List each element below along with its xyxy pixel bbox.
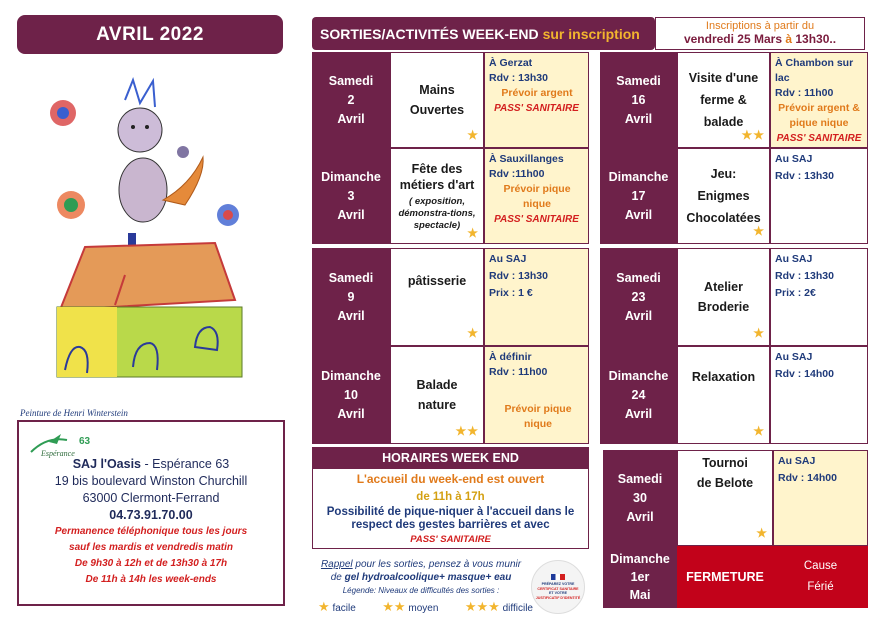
difficulty-stars: ★ — [467, 326, 479, 340]
contact-name: SAJ l'Oasis - Espérance 63 — [72, 457, 230, 471]
info-cell-apr-30: Au SAJ Rdv : 14h00 — [773, 450, 868, 546]
info-cell-apr-3: À Sauxillanges Rdv :11h00 Prévoir pique nique PASS' SANITAIRE — [484, 148, 589, 244]
difficulty-stars: ★★ — [455, 424, 479, 438]
difficulty-stars: ★ — [753, 424, 765, 438]
day-cell-apr-30: Samedi 30 Avril — [603, 450, 677, 546]
difficulty-stars: ★ — [753, 326, 765, 340]
inscriptions-box — [655, 17, 865, 50]
contact-note-2: sauf les mardis et vendredis matin — [69, 542, 233, 553]
activity-cell-mains-ouvertes[interactable]: Mains Ouvertes ★ — [390, 52, 484, 148]
sorties-title: SORTIES/ACTIVITÉS WEEK-END — [320, 25, 539, 42]
info-cell-apr-16: À Chambon sur lac Rdv : 11h00 Prévoir argent & pique nique PASS' SANITAIRE — [770, 52, 868, 148]
day-cell-apr-9: Samedi 9 Avril — [312, 248, 390, 346]
inscriptions-line1: Inscriptions à partir du — [705, 20, 815, 32]
contact-phone[interactable]: 04.73.91.70.00 — [109, 508, 193, 522]
esperance-logo-icon — [27, 430, 97, 458]
day-cell-may-1: Dimanche 1er Mai — [603, 546, 677, 608]
star-icon: ★★★ — [464, 599, 500, 614]
day-cell-apr-17: Dimanche 17 Avril — [600, 148, 677, 244]
contact-note-1: Permanence téléphonique tous les jours — [54, 526, 248, 537]
legend-title: Légende: Niveaux de difficultés des sorties : — [342, 586, 500, 595]
day-cell-apr-16: Samedi 16 Avril — [600, 52, 677, 148]
sorties-title-accent: sur inscription — [542, 25, 640, 42]
contact-address-line2: 63000 Clermont-Ferrand — [82, 491, 220, 505]
inscriptions-date: vendredi 25 Mars à 13h30.. — [683, 32, 837, 46]
activity-cell-patisserie[interactable]: pâtisserie ★ — [390, 248, 484, 346]
sorties-header — [312, 17, 655, 50]
french-flag-icon — [551, 574, 565, 580]
activity-cell-relaxation[interactable]: Relaxation ★ — [677, 346, 770, 444]
closed-reason: Cause Férié — [773, 546, 868, 608]
contact-card — [17, 420, 285, 606]
activity-cell-tournoi-belote[interactable]: Tournoi de Belote ★ — [677, 450, 773, 546]
svg-text:Espérance: Espérance — [41, 449, 75, 458]
activity-cell-balade-nature[interactable]: Balade nature ★★ — [390, 346, 484, 444]
difficulty-stars: ★ — [467, 128, 479, 142]
closed-label: FERMETURE — [677, 546, 773, 608]
difficulty-stars: ★ — [753, 224, 765, 238]
svg-text:63: 63 — [79, 436, 91, 447]
contact-note-4: De 11h à 14h les week-ends — [85, 574, 217, 585]
rappel-note: Rappel pour les sorties, pensez à vous munir de gel hydroalcoolique+ masque+ eau — [320, 559, 522, 583]
info-cell-apr-23: Au SAJ Rdv : 13h30 Prix : 2€ — [770, 248, 868, 346]
activity-cell-enigmes-chocolatees[interactable]: Jeu: Enigmes Chocolatées ★ — [677, 148, 770, 244]
difficulty-stars: ★ — [756, 526, 768, 540]
horaires-title: HORAIRES WEEK END — [312, 447, 589, 468]
day-cell-apr-23: Samedi 23 Avril — [600, 248, 677, 346]
difficulty-stars: ★ — [467, 226, 479, 240]
info-cell-apr-2: À Gerzat Rdv : 13h30 Prévoir argent PASS' SANITAIRE — [484, 52, 589, 148]
day-cell-apr-3: Dimanche 3 Avril — [312, 148, 390, 244]
contact-address-line1: 19 bis boulevard Winston Churchill — [54, 474, 248, 488]
month-title: AVRIL 2022 — [17, 15, 283, 54]
day-cell-apr-2: Samedi 2 Avril — [312, 52, 390, 148]
contact-note-3: De 9h30 à 12h et de 13h30 à 17h — [74, 558, 228, 569]
star-icon: ★ — [318, 599, 330, 614]
activity-cell-fete-des-metiers[interactable]: Fête des métiers d'art ( exposition, démonstra-tions, spectacle) ★ — [390, 148, 484, 244]
info-cell-apr-17: Au SAJ Rdv : 13h30 — [770, 148, 868, 244]
child-drawing-image — [25, 75, 260, 395]
drawing-credit: Peinture de Henri Winterstein — [20, 408, 128, 418]
legend-difficile: ★★★ difficile — [464, 599, 533, 614]
legend-moyen: ★★ moyen — [382, 599, 439, 614]
horaires-box: L'accueil du week-end est ouvert de 11h à 17h Possibilité de pique-niquer à l'accueil dans le respect des gestes barrières et avec PASS' SANITAIRE — [312, 468, 589, 549]
activity-cell-visite-ferme[interactable]: Visite d'une ferme & balade ★★ — [677, 52, 770, 148]
star-icon: ★★ — [382, 599, 406, 614]
info-cell-apr-9: Au SAJ Rdv : 13h30 Prix : 1 € — [484, 248, 589, 346]
legend-facile: ★ facile — [318, 599, 356, 614]
day-cell-apr-10: Dimanche 10 Avril — [312, 346, 390, 444]
day-cell-apr-24: Dimanche 24 Avril — [600, 346, 677, 444]
activity-cell-atelier-broderie[interactable]: Atelier Broderie ★ — [677, 248, 770, 346]
difficulty-stars: ★★ — [741, 128, 765, 142]
info-cell-apr-10: À définir Rdv : 11h00 Prévoir pique nique — [484, 346, 589, 444]
info-cell-apr-24: Au SAJ Rdv : 14h00 — [770, 346, 868, 444]
difficulty-legend — [318, 599, 533, 615]
pass-sanitaire-badge: PRÉPAREZ VOTRE CERTIFICAT SANITAIRE ET VOTRE JUSTIFICATIF D'IDENTITÉ — [531, 560, 585, 614]
